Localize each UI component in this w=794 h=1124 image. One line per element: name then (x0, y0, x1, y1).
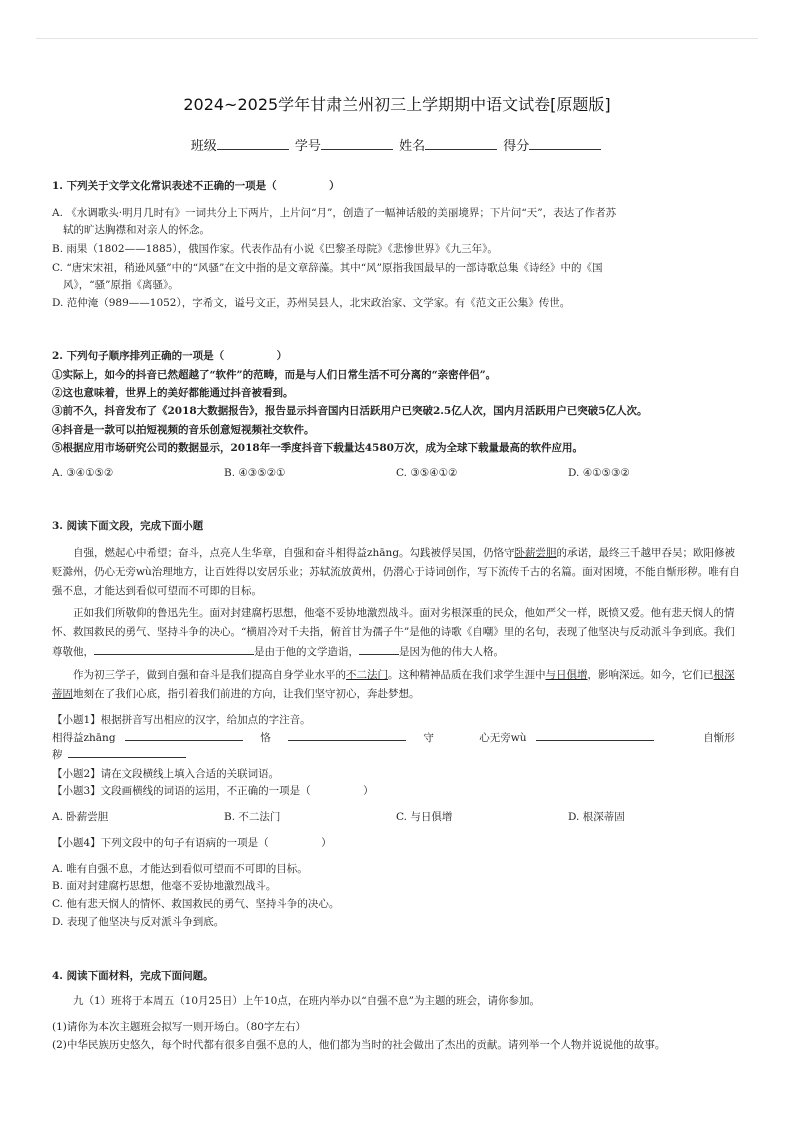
q3-stem: 3. 阅读下面文段，完成下面小题 (52, 520, 204, 532)
fill-blank-2[interactable] (359, 642, 399, 655)
q2-stem: 2. 下列句子顺序排列正确的一项是（ ） (52, 350, 288, 362)
q2-option-c[interactable]: C. ③⑤④①② (396, 467, 458, 479)
page-title: 2024~2025学年甘肃兰州初三上学期期中语文试卷[原题版] (183, 95, 611, 114)
q2-sentence-4: ④抖音是一款可以拍短视频的音乐创意短视频社交软件。 (52, 424, 315, 436)
q3-sub2: 【小题2】请在文段横线上填入合适的关联词语。 (52, 768, 280, 780)
answer-field-4[interactable] (68, 745, 186, 758)
q1-option-a: A. 《水调歌头·明月几时有》一词共分上下两片，上片问“月”，创造了一幅神话般的美丽境界；下片问“天”，表达了作者苏 (52, 207, 617, 219)
class-field[interactable] (217, 137, 289, 150)
q1-option-c: C. “唐宋宋祖，稍逊风骚”中的“风骚”在文中指的是文章辞藻。其中“风”原指我国最早的一部诗歌总集《诗经》中的《国 (52, 262, 603, 274)
q3-sub3-options (52, 808, 742, 826)
q3-sub4: 【小题4】下列文段中的句子有语病的一项是（ ） (52, 837, 332, 849)
q3-sub1: 【小题1】根据拼音写出相应的汉字，给加点的字注音。 (52, 714, 311, 726)
student-info-row (0, 135, 794, 154)
q3-sub4-option-c[interactable]: C. 他有悲天悯人的情怀、救国救民的勇气、坚持斗争的决心。 (52, 898, 340, 910)
underlined-term-1: 卧薪尝胆 (514, 547, 557, 559)
q3-sub3-option-d[interactable]: D. 根深蒂固 (568, 811, 625, 823)
name-field[interactable] (425, 137, 497, 150)
q2-sentence-2: ②这也意味着，世界上的美好都能通过抖音被看到。 (52, 387, 294, 399)
q3-sub4-option-b[interactable]: B. 面对封建腐朽思想，他毫不妥协地激烈战斗。 (52, 880, 277, 892)
q2-option-b[interactable]: B. ④③⑤②① (224, 467, 286, 479)
char-shou: 守 (423, 732, 434, 744)
q2-option-d[interactable]: D. ④①⑤③② (568, 467, 630, 479)
underlined-term-2: 不二法门 (346, 669, 388, 681)
q2-sentence-1: ①实际上，如今的抖音已然超越了“软件”的范畴，而是与人们日常生活不可分离的“亲密伴侣”。 (52, 369, 497, 381)
q1-stem: 1. 下列关于文学文化常识表述不正确的一项是（ ） (52, 180, 340, 192)
q4-stem: 4. 阅读下面材料，完成下面问题。 (52, 970, 214, 982)
q1-option-b: B. 雨果（1802——1885），俄国作家。代表作品有小说《巴黎圣母院》《悲惨世界》《九三年》。 (52, 243, 498, 255)
char-hui: 秽 (52, 749, 63, 761)
q2-option-a[interactable]: A. ③④①⑤② (52, 467, 114, 479)
q1-option-c-cont: 风》，“骚”原指《离骚》。 (63, 279, 179, 291)
q1-option-a-cont: 轼的旷达胸襟和对亲人的怀念。 (63, 224, 210, 236)
pinyin-1: 相得益zhāng (52, 732, 116, 744)
id-field[interactable] (321, 137, 393, 150)
fill-blank-1[interactable] (94, 642, 254, 655)
answer-field-3[interactable] (536, 728, 654, 741)
q3-sub4-option-a[interactable]: A. 唯有自强不息，才能达到看似可望而不可即的目标。 (52, 863, 308, 875)
q3-sub3: 【小题3】文段画横线的词语的运用，不正确的一项是（ ） (52, 785, 374, 797)
q4-intro: 九（1）班将于本周五（10月25日）上午10点，在班内举办以“自强不息”为主题的班会，请你参加。 (73, 995, 540, 1007)
char-ke: 恪 (260, 732, 271, 744)
answer-field-1[interactable] (125, 728, 243, 741)
q3-sub4-option-d[interactable]: D. 表现了他坚决与反对派斗争到底。 (52, 916, 225, 928)
name-label: 姓名 (399, 139, 426, 154)
q2-sentence-5: ⑤根据应用市场研究公司的数据显示，2018年一季度抖音下载量达4580万次，成为全球下载量最高的软件应用。 (52, 442, 583, 454)
q3-sub3-option-b[interactable]: B. 不二法门 (224, 811, 281, 823)
word-zicanxing: 自惭形 (703, 732, 735, 744)
score-label: 得分 (503, 139, 530, 154)
header-rule (36, 38, 758, 39)
id-label: 学号 (294, 139, 321, 154)
class-label: 班级 (190, 139, 217, 154)
score-field[interactable] (529, 137, 601, 150)
q3-paragraph-2: 正如我们所敬仰的鲁迅先生。面对封建腐朽思想，他毫不妥协地激烈战斗。面对劣根深重的民众，他如严父一样，既愤又爱。他有悲天悯人的情怀、救国救民的勇气、坚持斗争的决心。“横眉冷对千夫指，俯首甘为孺子牛”是他的诗歌《自嘲》里的名句，表现了他坚决与反动派斗争到底。我们尊敬他， 是由于他的文学造诣， 是因为他的伟大人格。 (52, 607, 735, 658)
pinyin-2: 心无旁wù (479, 732, 527, 744)
q2-options (52, 464, 742, 482)
underlined-term-4: 根深蒂固 (52, 669, 735, 700)
q3-paragraph-1: 自强，燃起心中希望；奋斗，点亮人生华章，自强和奋斗相得益zhāng。勾践被俘吴国，仍恪守卧薪尝胆的承诺，最终三千越甲吞吴；欧阳修被贬滁州，仍心无旁wù治理地方，让百姓得以安居乐业；苏轼流放黄州，仍潜心于诗词创作，写下流传千古的名篇。面对困境，不能自惭形秽。唯有自强不息，才能达到看似可望而不可即的目标。 (52, 547, 740, 597)
q4-task-1: (1)请你为本次主题班会拟写一则开场白。（80字左右） (52, 1021, 306, 1033)
q3-sub1-fields-cont (52, 745, 742, 764)
q4-task-2: (2)中华民族历史悠久，每个时代都有很多自强不息的人，他们都为当时的社会做出了杰出的贡献。请列举一个人物并说说他的故事。 (52, 1039, 666, 1051)
q3-sub3-option-c[interactable]: C. 与日俱增 (396, 811, 453, 823)
q1-option-d: D. 范仲淹（989——1052），字希文，谥号文正，苏州吴县人，北宋政治家、文学家。有《范文正公集》传世。 (52, 297, 571, 309)
q2-sentence-3: ③前不久，抖音发布了《2018大数据报告》，报告显示抖音国内日活跃用户已突破2.5亿人次，国内月活跃用户已突破5亿人次。 (52, 405, 648, 417)
answer-field-2[interactable] (288, 728, 406, 741)
q3-sub3-option-a[interactable]: A. 卧薪尝胆 (52, 811, 109, 823)
q3-paragraph-3: 作为初三学子，做到自强和奋斗是我们提高自身学业水平的不二法门。这种精神品质在我们求学生涯中与日俱增，影响深远。如今，它们已根深蒂固地刻在了我们心底，指引着我们前进的方向，让我们坚守初心，奔赴梦想。 (52, 669, 735, 700)
underlined-term-3: 与日俱增 (545, 669, 588, 681)
